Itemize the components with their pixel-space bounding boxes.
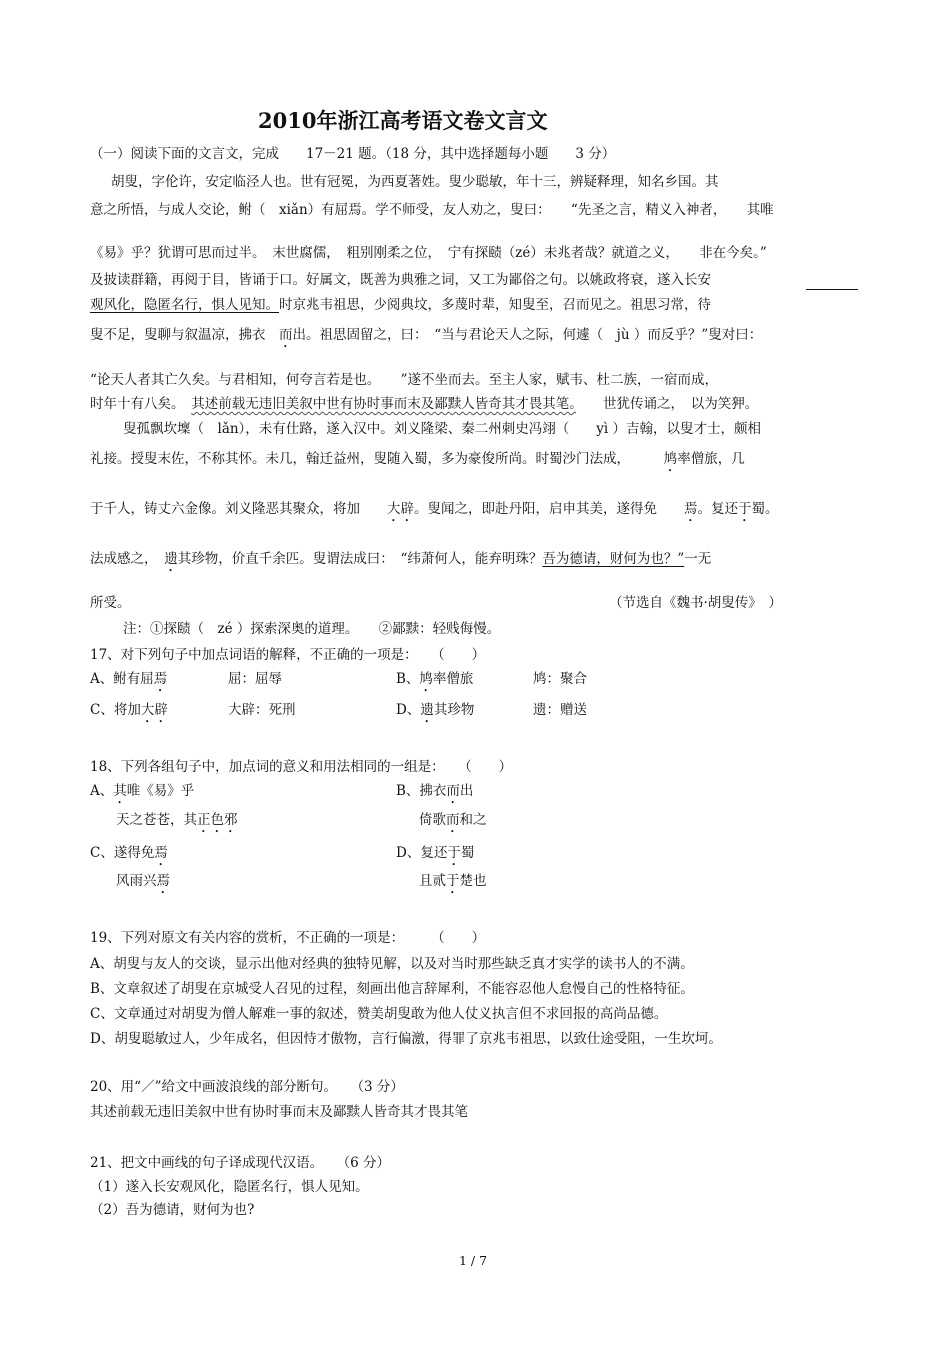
question-18-stem: 18、下列各组句子中，加点词的意义和用法相同的一组是： （ ） bbox=[90, 759, 513, 775]
dotted-word: 正色邪 bbox=[197, 812, 238, 828]
option-d-pair: 且贰于楚也 bbox=[419, 873, 487, 889]
passage-line: 于千人，铸丈六金像。刘义隆恶其聚众，将加 大辟。叟闻之，即赴丹阳，启申其美，遂得免 焉。复还于蜀。 bbox=[90, 501, 779, 517]
passage-line: “论天人者其亡久矣。与君相知，何夸言若是也。 ”遂不坐而去。至主人家，赋韦、杜二族，一宿而成， bbox=[90, 372, 719, 388]
passage-line: 礼接。授叟末佐，不称其怀。未几，翰迁益州，叟随入蜀，多为豪俊所尚。时蜀沙门法成， 鸠率僧旅，几 bbox=[90, 451, 745, 467]
dotted-word: 大辟 bbox=[140, 702, 168, 718]
underline-rule bbox=[806, 289, 858, 290]
option-d: D、遗其珍物 bbox=[396, 702, 475, 718]
dotted-word: 大辟 bbox=[387, 501, 414, 517]
option-d: D、复还于蜀 bbox=[396, 845, 475, 861]
dotted-word: 而 bbox=[446, 783, 460, 799]
underlined-sentence: 观风化，隐匿名行，惧人见知。 bbox=[90, 297, 279, 313]
dotted-word: 鸠 bbox=[419, 671, 433, 687]
page-title: 2010年浙江高考语文卷文言文 bbox=[258, 108, 548, 133]
option-c-pair: 风雨兴焉 bbox=[116, 873, 170, 889]
passage-line: 意之所悟，与成人交论，鲋（ xiǎn）有屈焉。学不师受，友人劝之，叟曰： “先圣之言，精义入神者， 其唯 bbox=[90, 202, 774, 218]
passage-line: 法成感之， 遗其珍物，价直千余匹。叟谓法成曰： “纬萧何人，能弃明珠？吾为德请，财何为也？”一无 bbox=[90, 551, 712, 567]
question-21-stem: 21、把文中画线的句子译成现代汉语。 （6 分） bbox=[90, 1155, 391, 1171]
option-a: A、鲋有屈焉 bbox=[90, 671, 168, 687]
option-c: C、文章通过对胡叟为僧人解难一事的叙述，赞美胡叟敢为他人仗义执言但不求回报的高尚品德。 bbox=[90, 1006, 668, 1022]
instruction: （一）阅读下面的文言文，完成 17－21 题。（18 分，其中选择题每小题 3 分） bbox=[90, 146, 616, 162]
option-b: B、拂衣而出 bbox=[396, 783, 474, 799]
option-a-gloss: 屈：屈辱 bbox=[228, 671, 282, 687]
option-c-gloss: 大辟：死刑 bbox=[228, 702, 296, 718]
option-d: D、胡叟聪敏过人，少年成名，但因恃才傲物，言行偏激，得罪了京兆韦祖思，以致仕途受阻，一生坎坷。 bbox=[90, 1031, 722, 1047]
dotted-word: 于 bbox=[738, 501, 752, 517]
passage-line: 胡叟，字伦许，安定临泾人也。世有冠冕，为西夏著姓。叟少聪敏，年十三，辨疑释理，知名乡国。其 bbox=[111, 174, 719, 190]
passage-line: 叟不足，叟聊与叙温凉，拂衣 而出。祖思固留之，曰： “当与君论天人之际，何遽（ jù ）而反乎？”叟对曰： bbox=[90, 327, 763, 343]
question-21-sentence-1: （1）遂入长安观风化，隐匿名行，惧人见知。 bbox=[90, 1179, 369, 1195]
option-c: C、遂得免焉 bbox=[90, 845, 168, 861]
page-number: 1 / 7 bbox=[459, 1253, 488, 1268]
option-a-pair: 天之苍苍，其正色邪 bbox=[116, 812, 238, 828]
dotted-word: 焉 bbox=[153, 671, 168, 687]
option-a: A、其唯《易》乎 bbox=[90, 783, 195, 799]
dotted-word: 遗 bbox=[164, 551, 178, 567]
option-b-gloss: 鸠：聚合 bbox=[533, 671, 587, 687]
passage-line: 时年十有八矣。 其述前载无违旧美叙中世有协时事而末及鄙黩人皆奇其才畏其笔。 世犹传诵之， 以为笑狎。 bbox=[90, 396, 759, 412]
underlined-sentence: 吾为德请，财何为也？” bbox=[542, 551, 685, 567]
passage-line: 所受。 bbox=[90, 595, 131, 611]
passage-line: 《易》乎？犹谓可思而过半。 末世腐儒， 粗别刚柔之位， 宁有探赜（zé）未兆者哉？就道之义， 非在今矣。” bbox=[90, 245, 767, 261]
option-b-pair: 倚歌而和之 bbox=[419, 812, 487, 828]
question-20-text: 其述前载无违旧美叙中世有协时事而末及鄙黩人皆奇其才畏其笔 bbox=[90, 1104, 468, 1120]
question-21-sentence-2: （2）吾为德请，财何为也? bbox=[90, 1202, 255, 1218]
dotted-word: 焉 bbox=[154, 845, 168, 861]
dotted-word: 而 bbox=[446, 812, 460, 828]
annotation-note: 注：①探赜（ zé ）探索深奥的道理。 ②鄙黩：轻贱侮慢。 bbox=[123, 621, 501, 637]
dotted-word: 其 bbox=[113, 783, 127, 799]
passage-line: 叟孤飘坎壈（ lǎn），未有仕路，遂入汉中。刘义隆梁、秦二州刺史冯翊（ yì ）吉翰，以叟才士，颇相 bbox=[123, 421, 762, 437]
option-d-gloss: 遗：赠送 bbox=[533, 702, 587, 718]
question-20-stem: 20、用“／”给文中画波浪线的部分断句。 （3 分） bbox=[90, 1079, 404, 1095]
dotted-word: 于 bbox=[446, 873, 460, 889]
dotted-word: 焉 bbox=[684, 501, 698, 517]
option-b: B、鸠率僧旅 bbox=[396, 671, 474, 687]
passage-line: 观风化，隐匿名行，惧人见知。时京兆韦祖思，少阅典坟，多蔑时辈，知叟至，召而见之。祖思习常，待 bbox=[90, 297, 711, 313]
source-citation: （节选自《魏书·胡叟传》 ） bbox=[609, 595, 783, 611]
question-19-stem: 19、下列对原文有关内容的赏析，不正确的一项是： （ ） bbox=[90, 930, 486, 946]
dotted-word: 鸠 bbox=[663, 451, 678, 467]
option-b: B、文章叙述了胡叟在京城受人召见的过程，刻画出他言辞犀利，不能容忍他人怠慢自己的性格特征。 bbox=[90, 981, 694, 997]
dotted-word: 遗 bbox=[420, 702, 434, 718]
dotted-word: 而 bbox=[279, 327, 293, 343]
option-a: A、胡叟与友人的交谈，显示出他对经典的独特见解，以及对当时那些缺乏真才实学的读书人的不满。 bbox=[90, 956, 694, 972]
dotted-word: 于 bbox=[447, 845, 461, 861]
passage-line: 及披读群籍，再阅于目，皆诵于口。好属文，既善为典雅之词，又工为鄙俗之句。以姚政将衰，遂入长安 bbox=[90, 272, 711, 288]
question-17-stem: 17、对下列句子中加点词语的解释，不正确的一项是： （ ） bbox=[90, 647, 486, 663]
option-c: C、将加大辟 bbox=[90, 702, 168, 718]
wavy-underlined-sentence: 其述前载无违旧美叙中世有协时事而末及鄙黩人皆奇其才畏其笔。 bbox=[191, 396, 576, 412]
dotted-word: 焉 bbox=[156, 873, 170, 889]
